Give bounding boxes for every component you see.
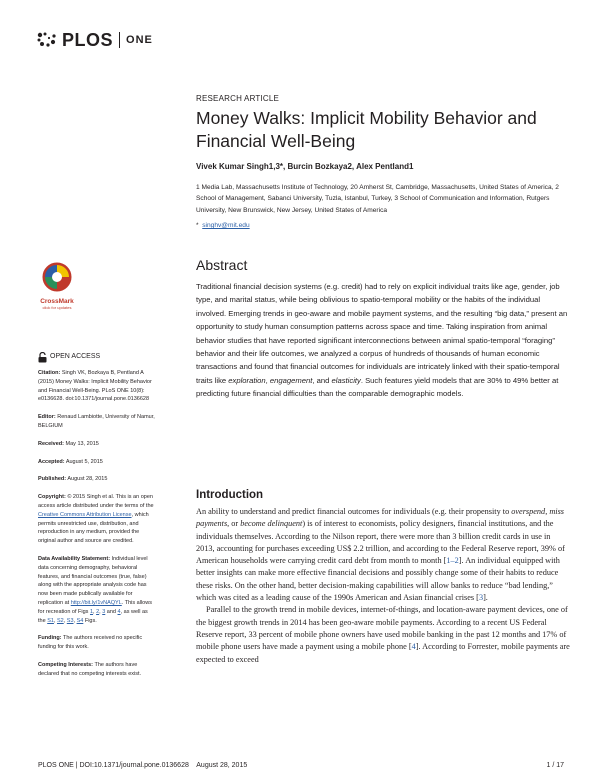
abstract-text: Traditional financial decision systems (e.g. credit) had to rely on explicit individual traits like age, gender, job type, and marital status, while being oblivious to spatio-temporal mobility or the habits of the individual involved. Emerging trends in geo-aware and mobile payment systems, and the resulting “big data,” present an opportunity to study human consumption patterns across space and time. Taking inspiration from animal behavior studies that have reported significant interconnections between animal spatio-temporal “foraging” behavior and their life outcomes, we analyzed a corpus of hundreds of thousands of human economic transactions and found that financial outcomes for individuals are intricately linked with their spatio-temporal traits like exploration, engagement, and elasticity. Such features yield models that are 30% to 49% better at predicting future financial difficulties than the comparable demographic models. <box>196 282 568 399</box>
reference-link[interactable]: 1–2 <box>446 556 459 566</box>
page-number: 1 / 17 <box>546 762 564 769</box>
email-link[interactable]: singhv@mit.edu <box>202 222 250 229</box>
intro-paragraph: Parallel to the growth trend in mobile devices, internet-of-things, and location-aware payment devices, one of the biggest growth trends in 2014 has been geo-aware mobile payments. According to a recent US Federal Reserve report, 33 percent of mobile phone owners have used mobile banking in the past 12 months and 17% of mobile phone users have made a payment using a mobile phone [4]. According to Forrester, mobile payments are expected to exceed <box>196 605 570 664</box>
reference-link[interactable]: 4 <box>411 642 416 652</box>
corresponding-email <box>196 222 250 229</box>
crossmark-badge[interactable] <box>38 262 76 310</box>
fig-link[interactable]: 1 <box>89 608 94 615</box>
open-access <box>38 352 156 363</box>
fig-link[interactable]: 2 <box>96 608 100 615</box>
journal-logo[interactable] <box>36 30 153 50</box>
article-info-sidebar <box>38 352 156 688</box>
journal-name: ONE <box>126 34 153 46</box>
reference-link[interactable]: 3 <box>478 593 484 603</box>
license-link[interactable]: Creative Commons Attribution License <box>38 511 132 518</box>
crossmark-icon <box>42 262 72 292</box>
brand-name: PLOS <box>62 29 114 50</box>
affiliations: 1 Media Lab, Massachusetts Institute of Technology, 20 Amherst St, Cambridge, Massachusetts, United States of America, 2 School of Management, Sabanci University, Tuzla, Istanbul, Turkey, 3 School of Communication and Information, Rutgers University, New Brunswick, New Jersey, United States of America <box>196 184 559 214</box>
crossmark-label: CrossMark <box>40 298 74 305</box>
page-footer: PLOS ONE | DOI:10.1371/journal.pone.0136628 August 28, 2015 <box>38 762 248 769</box>
competing-interests: Competing Interests: The authors have declared that no competing interests exist. <box>38 661 142 677</box>
introduction-body <box>196 506 570 666</box>
data-availability: Data Availability Statement: Individual level data concerning demography, behavioral features, and financial outcomes (true, false) along with the appropriate analysis code has now been made publically available for replication at http://bit.ly/1vNAQYL. This allows for recreation of Figs 1, 2, 3 and 4, as well as the S1, S2, S3, S4 Figs. <box>38 555 152 624</box>
copyright: Copyright: © 2015 Singh et al. This is an open access article distributed under the terms of the Creative Commons Attribution License, which permits unrestricted use, distribution, and reproduction in any medium, provided the original author and source are credited. <box>38 494 154 545</box>
open-lock-icon <box>38 352 47 363</box>
published-date: Published: August 28, 2015 <box>38 476 108 483</box>
supp-fig-link[interactable]: S3 <box>66 617 74 624</box>
logo-divider <box>119 32 120 48</box>
crossmark-sub: click for updates <box>42 305 72 310</box>
editor: Editor: Renaud Lambiotte, University of Namur, BELGIUM <box>38 414 155 429</box>
abstract-heading: Abstract <box>196 257 248 273</box>
fig-link[interactable]: 3 <box>102 608 106 615</box>
article-title: Money Walks: Implicit Mobility Behavior and Financial Well-Being <box>196 108 537 151</box>
fig-link[interactable]: 4 <box>117 608 121 615</box>
funding: Funding: The authors received no specific funding for this work. <box>38 635 143 651</box>
supp-fig-link[interactable]: S1 <box>47 617 54 624</box>
supp-fig-link[interactable]: S4 <box>76 617 84 624</box>
email-marker: * <box>196 222 199 229</box>
open-access-label: OPEN ACCESS <box>50 353 101 361</box>
author-list: Vivek Kumar Singh1,3*, Burcin Bozkaya2, Alex Pentland1 <box>196 162 414 171</box>
citation: Citation: Singh VK, Bozkaya B, Pentland A (2015) Money Walks: Implicit Mobility Behavior and Financial Well-Being. PLoS ONE 10(8): e0136628. doi:10.1371/journal.pone.0136628 <box>38 370 152 403</box>
supp-fig-link[interactable]: S2 <box>56 617 64 624</box>
article-type: RESEARCH ARTICLE <box>196 94 280 103</box>
intro-paragraph: An ability to understand and predict financial outcomes for individuals (e.g. their propensity to overspend, miss payments, or become delinquent) is of interest to economists, policy designers, financial institutions, and the individuals themselves. According to the Nilson report, there were more than 3 billion credit cards in use in 2013, accounting for purchases exceeding US$ 2.2 trillion, and according to the Federal Reserve report, 39% of American households were carrying credit card debt from month to month [1–2]. An individual equipped with better insights can make more effective financial decisions and possibly change some of their habits to reduce these risks. On the other hand, better decision-making capabilities will allow banks to reduce “bad lending,” which was cited as a leading cause of the 1990s American and Asian financial crises [3]. <box>196 507 565 603</box>
plos-mark-icon <box>36 31 58 49</box>
received-date: Received: May 13, 2015 <box>38 440 99 447</box>
accepted-date: Accepted: August 5, 2015 <box>38 458 103 465</box>
data-link[interactable]: http://bit.ly/1vNAQYL <box>70 599 122 606</box>
introduction-heading: Introduction <box>196 489 264 501</box>
